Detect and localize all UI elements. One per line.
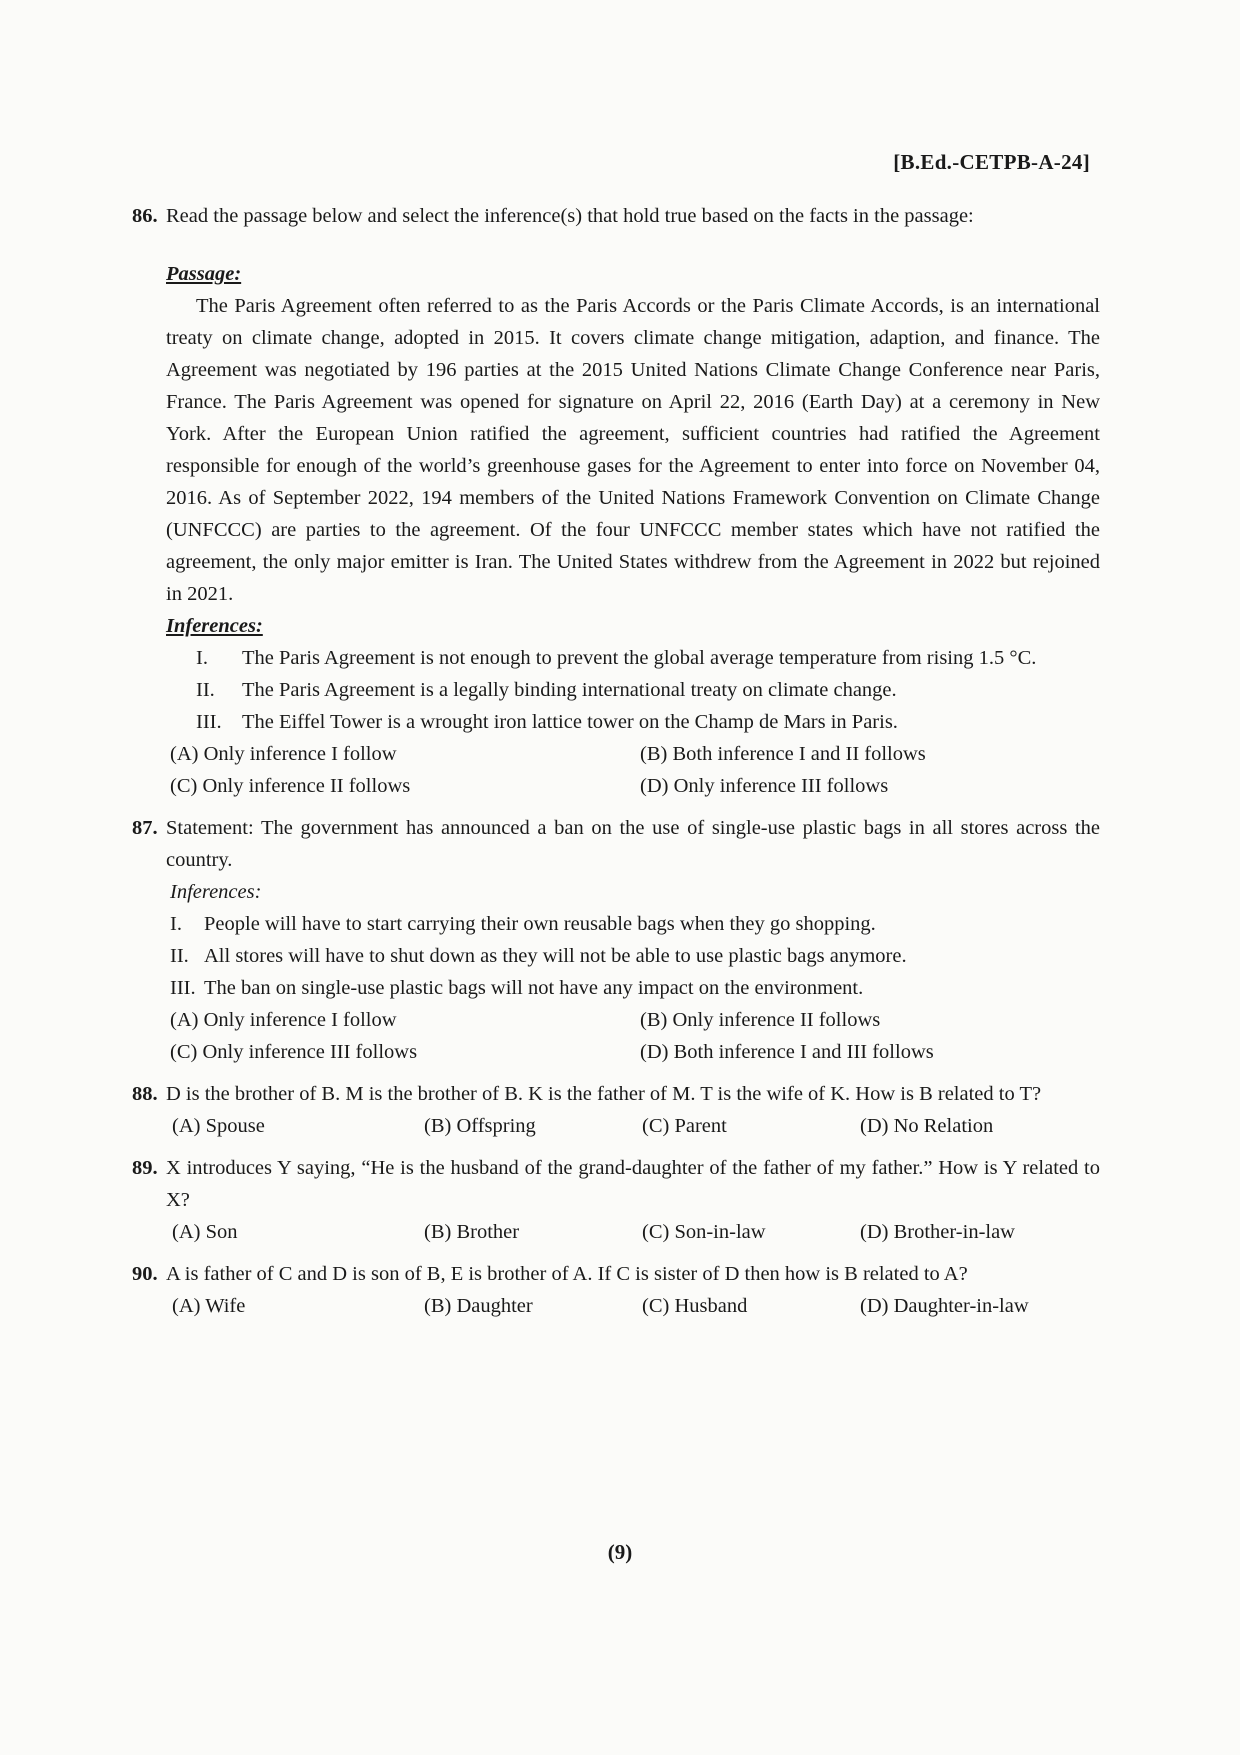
question-text: Statement: The government has announced a ban on the use of single-use plastic bags in all stores across the country. (166, 817, 1100, 871)
question-number: 86. (132, 205, 158, 227)
option-a[interactable]: (A) Only inference I follow (170, 1009, 397, 1031)
option-d[interactable]: (D) Brother-in-law (860, 1221, 1015, 1243)
inferences-list (166, 908, 1100, 1004)
inference-item (170, 940, 1100, 972)
inference-text: The ban on single-use plastic bags will not have any impact on the environment. (204, 977, 864, 999)
question-text: A is father of C and D is son of B, E is brother of A. If C is sister of D then how is B related to A? (166, 1263, 968, 1285)
inference-item (196, 674, 1100, 706)
option-b[interactable]: (B) Both inference I and II follows (640, 743, 926, 765)
option-b[interactable]: (B) Only inference II follows (640, 1009, 881, 1031)
question-86 (132, 200, 1100, 802)
question-text: X introduces Y saying, “He is the husband of the grand-daughter of the father of my father.” How is Y related to X? (166, 1157, 1100, 1211)
exam-code: [B.Ed.-CETPB-A-24] (893, 150, 1090, 174)
option-a[interactable]: (A) Son (172, 1221, 238, 1243)
option-c[interactable]: (C) Son-in-law (642, 1221, 766, 1243)
question-number: 88. (132, 1083, 158, 1105)
option-b[interactable]: (B) Offspring (424, 1115, 536, 1137)
option-d[interactable]: (D) Daughter-in-law (860, 1295, 1029, 1317)
passage-heading: Passage: (166, 263, 242, 285)
inference-item (196, 706, 1100, 738)
inference-numeral: III. (196, 711, 222, 733)
option-c[interactable]: (C) Husband (642, 1295, 748, 1317)
inferences-heading: Inferences: (166, 615, 263, 637)
inference-text: All stores will have to shut down as they will not be able to use plastic bags anymore. (204, 945, 907, 967)
option-c[interactable]: (C) Only inference II follows (170, 775, 411, 797)
inference-numeral: I. (170, 913, 182, 935)
options (166, 1216, 1100, 1248)
inference-numeral: III. (170, 977, 196, 999)
question-90 (132, 1258, 1100, 1322)
questions-area (132, 200, 1100, 1322)
inference-numeral: II. (170, 945, 189, 967)
question-88 (132, 1078, 1100, 1142)
inferences-heading: Inferences: (170, 881, 262, 903)
question-89 (132, 1152, 1100, 1248)
option-a[interactable]: (A) Spouse (172, 1115, 265, 1137)
passage (166, 258, 1100, 738)
inference-numeral: I. (196, 647, 208, 669)
option-c[interactable]: (C) Only inference III follows (170, 1041, 418, 1063)
inference-item (170, 908, 1100, 940)
inference-item (196, 642, 1100, 674)
option-c[interactable]: (C) Parent (642, 1115, 727, 1137)
page-number: (9) (607, 1540, 633, 1564)
options (166, 1290, 1100, 1322)
question-text: D is the brother of B. M is the brother of B. K is the father of M. T is the wife of K. How is B related to T? (166, 1083, 1042, 1105)
options (166, 1004, 1100, 1068)
option-d[interactable]: (D) Only inference III follows (640, 775, 889, 797)
option-b[interactable]: (B) Daughter (424, 1295, 533, 1317)
question-number: 87. (132, 817, 158, 839)
option-a[interactable]: (A) Wife (172, 1295, 246, 1317)
option-d[interactable]: (D) Both inference I and III follows (640, 1041, 934, 1063)
inference-text: The Paris Agreement is not enough to prevent the global average temperature from rising 1.5 °C. (242, 647, 1037, 669)
inference-text: People will have to start carrying their own reusable bags when they go shopping. (204, 913, 876, 935)
passage-text: The Paris Agreement often referred to as the Paris Accords or the Paris Climate Accords, is an international treaty on climate change, adopted in 2015. It covers climate change mitigation, adaption, and finance. The Agreement was negotiated by 196 parties at the 2015 United Nations Climate Change Conference near Paris, France. The Paris Agreement was opened for signature on April 22, 2016 (Earth Day) at a ceremony in New York. After the European Union ratified the agreement, sufficient countries had ratified the Agreement responsible for enough of the world’s greenhouse gases for the Agreement to enter into force on November 04, 2016. As of September 2022, 194 members of the United Nations Framework Convention on Climate Change (UNFCCC) are parties to the agreement. Of the four UNFCCC member states which have not ratified the agreement, the only major emitter is Iran. The United States withdrew from the Agreement in 2022 but rejoined in 2021. (166, 295, 1100, 605)
inference-item (170, 972, 1100, 1004)
question-number: 90. (132, 1263, 158, 1285)
question-number: 89. (132, 1157, 158, 1179)
option-b[interactable]: (B) Brother (424, 1221, 520, 1243)
inference-numeral: II. (196, 679, 215, 701)
option-d[interactable]: (D) No Relation (860, 1115, 994, 1137)
inference-text: The Paris Agreement is a legally binding international treaty on climate change. (242, 679, 897, 701)
options (166, 1110, 1100, 1142)
inference-text: The Eiffel Tower is a wrought iron lattice tower on the Champ de Mars in Paris. (242, 711, 898, 733)
option-a[interactable]: (A) Only inference I follow (170, 743, 397, 765)
question-87 (132, 812, 1100, 1068)
question-text: Read the passage below and select the inference(s) that hold true based on the facts in the passage: (166, 205, 974, 227)
options (166, 738, 1100, 802)
inferences-list (166, 642, 1100, 738)
